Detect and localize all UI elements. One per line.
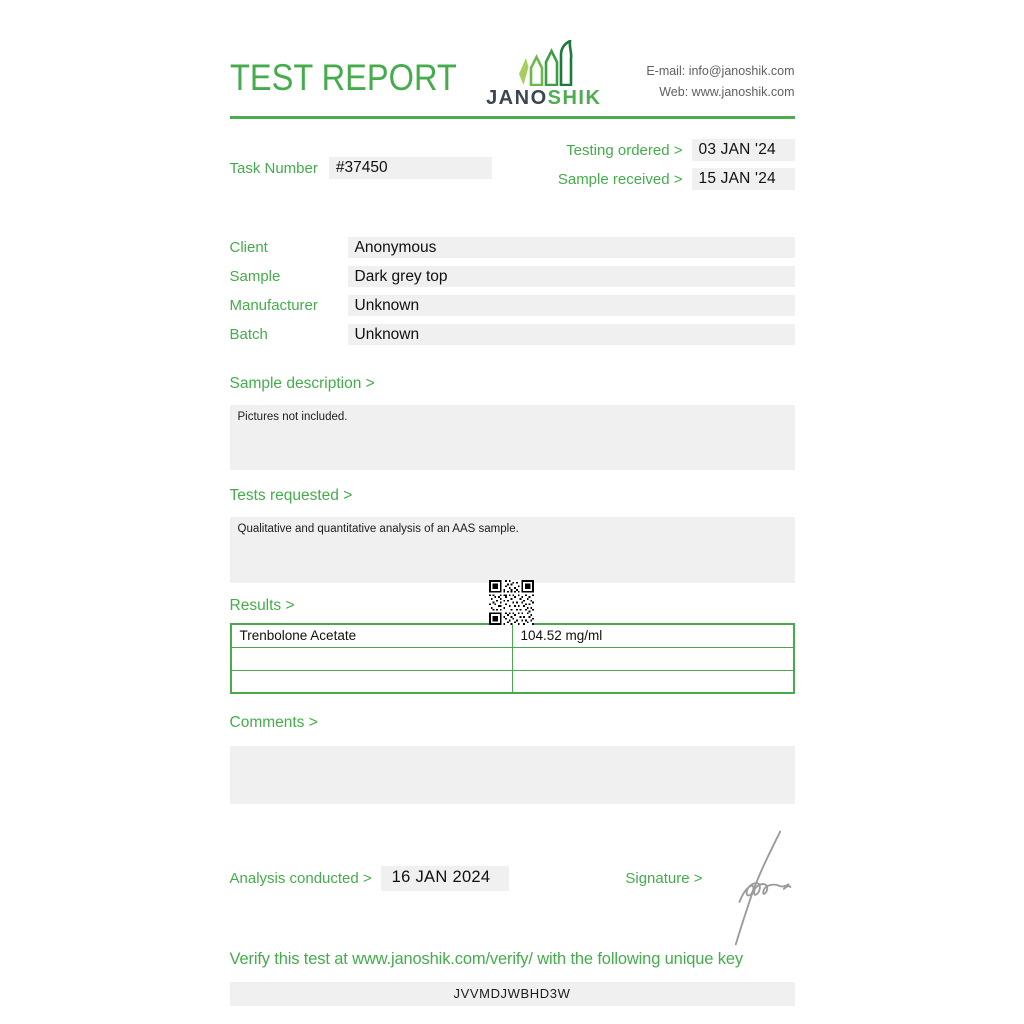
contact-web (646, 82, 794, 103)
client-label: Client (229, 239, 268, 256)
report-title: TEST REPORT (229, 57, 457, 98)
sample-received-label: Sample received > (557, 170, 683, 188)
contact-email (646, 61, 794, 82)
result-amount (512, 647, 794, 670)
results-heading: Results > (229, 597, 295, 614)
info-row-batch (230, 324, 795, 345)
sample-info-section (230, 237, 795, 345)
unique-key-value: JVVMDJWBHD3W (230, 982, 795, 1006)
comments-box (230, 746, 795, 804)
results-section (230, 597, 795, 694)
info-row-sample (230, 266, 795, 287)
sample-value: Dark grey top (348, 266, 795, 287)
tests-requested-heading: Tests requested > (229, 487, 353, 504)
bar-chart-logo-icon (515, 40, 573, 86)
manufacturer-label: Manufacturer (229, 297, 318, 314)
result-substance (231, 670, 513, 693)
info-row-manufacturer (230, 295, 795, 316)
logo-wordmark-green: SHIK (547, 87, 602, 109)
analysis-conducted-label: Analysis conducted > (229, 869, 372, 887)
results-table (230, 623, 795, 694)
janoshik-logo (486, 40, 601, 110)
logo-wordmark-dark: JANO (486, 87, 548, 109)
table-row (231, 624, 794, 647)
signature-image (721, 827, 795, 954)
table-row (231, 647, 794, 670)
report-header (230, 40, 795, 112)
sample-label: Sample (229, 268, 281, 285)
analysis-signature-row (230, 858, 795, 898)
result-amount (512, 670, 794, 693)
task-number-label: Task Number (229, 159, 318, 177)
analysis-conducted-row (230, 866, 509, 891)
client-value: Anonymous (348, 237, 795, 258)
logo-wordmark (486, 87, 601, 110)
test-report-page (230, 0, 795, 1006)
testing-ordered-value: 03 JAN '24 (692, 139, 795, 161)
web-value: www.janoshik.com (691, 84, 795, 99)
comments-heading: Comments > (229, 714, 318, 731)
task-section (230, 139, 795, 197)
testing-ordered-label: Testing ordered > (566, 141, 683, 159)
analysis-conducted-value: 16 JAN 2024 (381, 866, 509, 891)
table-row (231, 670, 794, 693)
verify-instruction: Verify this test at www.janoshik.com/verify/ with the following unique key (229, 950, 743, 968)
web-label: Web: (659, 84, 689, 99)
result-amount: 104.52 mg/ml (512, 624, 794, 647)
sample-description-box: Pictures not included. (230, 405, 795, 470)
tests-requested-box: Qualitative and quantitative analysis of an AAS sample. (230, 517, 795, 583)
contact-info (646, 61, 794, 102)
signature-block (625, 869, 794, 888)
sample-received-row (558, 168, 795, 190)
result-substance: Trenbolone Acetate (231, 624, 513, 647)
batch-label: Batch (229, 326, 268, 343)
sample-received-value: 15 JAN '24 (692, 168, 795, 190)
email-label: E-mail: (646, 64, 686, 78)
task-number-value: #37450 (329, 157, 492, 179)
email-value: info@janoshik.com (688, 64, 795, 78)
manufacturer-value: Unknown (348, 295, 795, 316)
qr-code (489, 580, 534, 625)
header-divider (230, 116, 795, 119)
testing-ordered-row (558, 139, 795, 161)
sample-description-heading: Sample description > (229, 375, 375, 392)
result-substance (231, 647, 513, 670)
dates-block (558, 139, 795, 197)
batch-value: Unknown (348, 324, 795, 345)
info-row-client (230, 237, 795, 258)
signature-label: Signature > (625, 869, 703, 887)
task-number-row (230, 139, 492, 197)
